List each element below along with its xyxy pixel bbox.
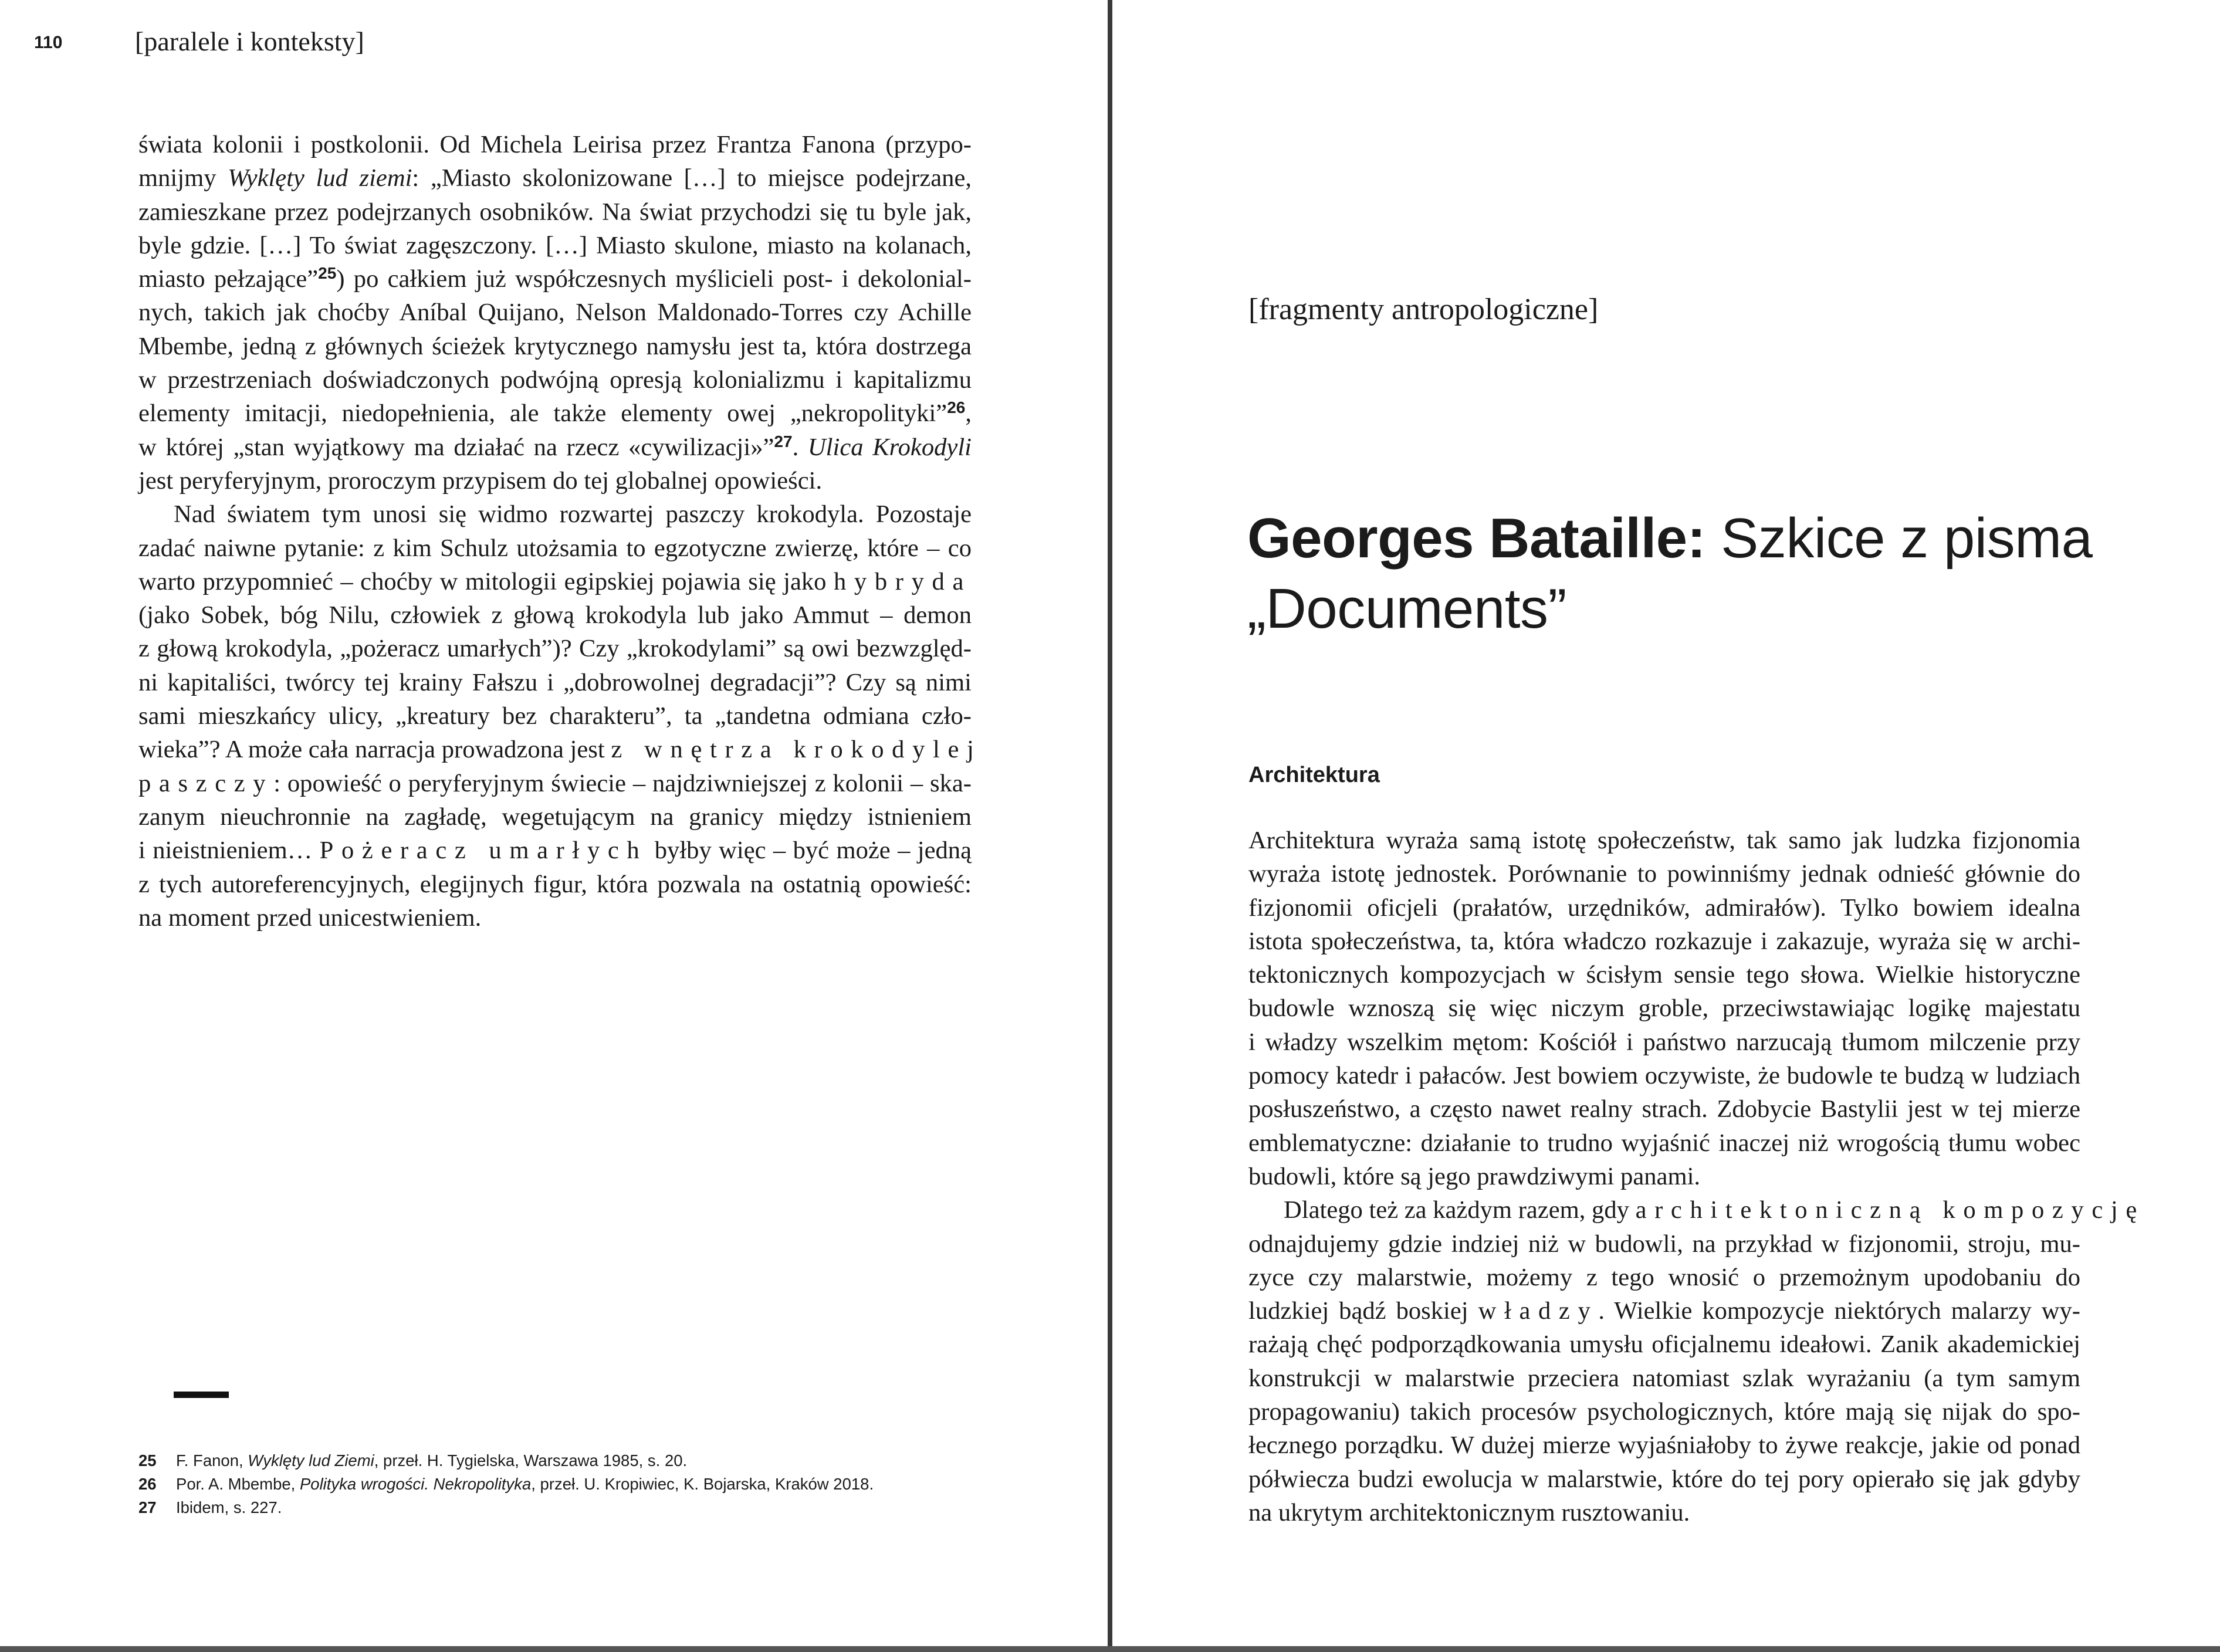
footnote-26: 26 Por. A. Mbembe, Polityka wrogości. Nekropolityka, przeł. U. Kropiwiec, K. Bojarska, Kraków 2018. xyxy=(138,1475,874,1493)
text-line: zanym nieuchronnie na zagładę, wegetującym na granicy między istnieniem xyxy=(138,803,972,831)
text-line: istota społeczeństwa, ta, która władczo rozkazuje i zakazuje, wyraża się w archi- xyxy=(1248,927,2080,955)
text-line: łecznego porządku. W dużej mierze wyjaśniałoby to żywe reakcje, jakie od ponad xyxy=(1248,1431,2080,1460)
text-line: budowli, które są jego prawdziwymi panami. xyxy=(1248,1162,1701,1190)
bottom-edge xyxy=(0,1646,2220,1652)
paragraph-1 xyxy=(1248,824,2080,1193)
left-body-text xyxy=(138,128,982,935)
right-body-text xyxy=(1248,824,2145,1529)
text-line: emblematyczne: działanie to trudno wyjaśnić inaczej niż wrogością tłumu wobec xyxy=(1248,1129,2080,1157)
text-line: fizjonomii oficjeli (prałatów, urzędników, admirałów). Tylko bowiem idealna xyxy=(1248,893,2080,922)
text-line: półwiecza budzi ewolucja w malarstwie, które do tej pory opierało się jak gdyby xyxy=(1248,1465,2080,1493)
text-line: w której „stan wyjątkowy ma działać na rzecz «cywilizacji»”$^{27}$. Ulica Krokodyli xyxy=(138,432,972,461)
footnotes xyxy=(138,1449,874,1519)
footnote-ref-26[interactable]: 26 xyxy=(947,398,966,417)
paragraph-1 xyxy=(138,128,972,497)
text-line: ludzkiej bądź boskiej władzy. Wielkie kompozycje niektórych malarzy wy- xyxy=(1248,1297,2080,1325)
text-line: miasto pełzające”$^{25}$) po całkiem już współczesnych myślicieli post- i dekolonial- xyxy=(138,264,972,293)
text-line: nych, takich jak choćby Aníbal Quijano, Nelson Maldonado-Torres czy Achille xyxy=(138,299,972,327)
text-line: paszczy: opowieść o peryferyjnym świecie – najdziwniejszej z kolonii – ska- xyxy=(138,769,972,797)
text-line: wyraża istotę jednostek. Porównanie to powinniśmy jednak odnieść głównie do xyxy=(1248,860,2080,888)
text-line: propagowaniu) takich procesów psychologicznych, które mają się nijak do spo- xyxy=(1248,1398,2080,1426)
text-line: i nieistnieniem… Pożeracz umarłych byłby więc – być może – jedną xyxy=(138,837,972,865)
text-line: tektonicznych kompozycjach w ścisłym sensie tego słowa. Wielkie historyczne xyxy=(1248,961,2080,989)
text-line: zamieszkane przez podejrzanych osobników. Na świat przychodzi się tu byle jak, xyxy=(138,198,972,226)
text-line: sami mieszkańcy ulicy, „kreatury bez charakteru”, ta „tandetna odmiana czło- xyxy=(138,702,972,730)
text-line: na moment przed unicestwieniem. xyxy=(138,903,482,932)
text-line: z głową krokodyla, „pożeracz umarłych”)? Czy „krokodylami” są owi bezwzględ- xyxy=(138,635,972,663)
text-line: posłuszeństwo, a często nawet realny strach. Zdobycie Bastylii jest w tej mierze xyxy=(1248,1095,2080,1123)
page-number: 110 xyxy=(34,33,63,52)
text-line: zyce czy malarstwie, możemy z tego wnosić o przemożnym upodobaniu do xyxy=(1248,1263,2080,1291)
text-line: Mbembe, jedną z głównych ścieżek krytycznego namysłu jest ta, która dostrzega xyxy=(138,332,972,360)
text-line: na ukrytym architektonicznym rusztowaniu. xyxy=(1248,1498,1690,1526)
footnote-ref-27[interactable]: 27 xyxy=(774,432,793,451)
text-line: Dlatego też za każdym razem, gdy architektoniczną kompozycję xyxy=(1284,1196,2145,1224)
left-page xyxy=(0,0,1108,1646)
text-line: odnajdujemy gdzie indziej niż w budowli, na przykład w fizjonomii, stroju, mu- xyxy=(1248,1230,2080,1258)
chapter-title xyxy=(1247,503,2127,644)
footnote-rule xyxy=(174,1392,229,1398)
text-line: budowle wznoszą się więc niczym groble, przeciwstawiając logikę majestatu xyxy=(1248,994,2080,1023)
text-line: Architektura wyraża samą istotę społeczeństw, tak samo jak ludzka fizjonomia xyxy=(1248,827,2080,854)
text-line: pomocy katedr i pałaców. Jest bowiem oczywiste, że budowle te budzą w ludziach xyxy=(1248,1062,2080,1090)
text-line: z tych autoreferencyjnych, elegijnych figur, która pozwala na ostatnią opowieść: xyxy=(138,870,972,898)
section-subhead: Architektura xyxy=(1248,763,1380,787)
book-gutter xyxy=(1108,0,1112,1646)
text-line: warto przypomnieć – choćby w mitologii egipskiej pojawia się jako hybryda xyxy=(138,567,972,595)
footnote-27: 27 Ibidem, s. 227. xyxy=(138,1498,282,1516)
text-line: i władzy wszelkim mętom: Kościół i państwo narzucają tłumom milczenie przy xyxy=(1248,1028,2080,1056)
chapter-title-line-2: „Documents” xyxy=(1247,577,1566,640)
running-head: [paralele i konteksty] xyxy=(135,26,364,56)
chapter-title-line-1: Georges Bataille: Szkice z pisma xyxy=(1247,507,2093,570)
text-line: elementy imitacji, niedopełnienia, ale także elementy owej „nekropolityki”$^{26}$, xyxy=(138,398,972,428)
text-line: w przestrzeniach doświadczonych podwójną opresją kolonializmu i kapitalizmu xyxy=(138,366,972,394)
text-line: rażają chęć podporządkowania umysłu oficjalnemu ideałowi. Zanik akademickiej xyxy=(1248,1331,2080,1359)
text-line: Nad światem tym unosi się widmo rozwartej paszczy krokodyla. Pozostaje xyxy=(174,500,972,529)
right-page xyxy=(1112,0,2220,1646)
paragraph-2 xyxy=(138,497,982,935)
text-line: konstrukcji w malarstwie przeciera natomiast szlak wyrażaniu (a tym samym xyxy=(1248,1364,2080,1392)
text-line: (jako Sobek, bóg Nilu, człowiek z głową krokodyla lub jako Ammut – demon xyxy=(138,601,972,629)
text-line: wieka”? A może cała narracja prowadzona jest z wnętrza krokodylej xyxy=(138,736,982,764)
paragraph-2 xyxy=(1248,1193,2145,1529)
text-line: mnijmy Wyklęty lud ziemi: „Miasto skolonizowane […] to miejsce podejrzane, xyxy=(138,164,972,192)
text-line: świata kolonii i postkolonii. Od Michela Leirisa przez Frantza Fanona (przypo- xyxy=(138,131,972,158)
text-line: byle gdzie. […] To świat zagęszczony. […] Miasto skulone, miasto na kolanach, xyxy=(138,231,972,259)
text-line: ni kapitaliści, twórcy tej krainy Fałszu i „dobrowolnej degradacji”? Czy są nimi xyxy=(138,668,972,696)
text-line: jest peryferyjnym, proroczym przypisem do tej globalnej opowieści. xyxy=(138,466,823,495)
section-label: [fragmenty antropologiczne] xyxy=(1248,293,1599,326)
footnote-25: 25 F. Fanon, Wyklęty lud Ziemi, przeł. H. Tygielska, Warszawa 1985, s. 20. xyxy=(138,1451,688,1470)
text-line: zadać naiwne pytanie: z kim Schulz utożsamia to egzotyczne zwierzę, które – co xyxy=(138,534,972,562)
footnote-ref-25[interactable]: 25 xyxy=(318,264,337,283)
